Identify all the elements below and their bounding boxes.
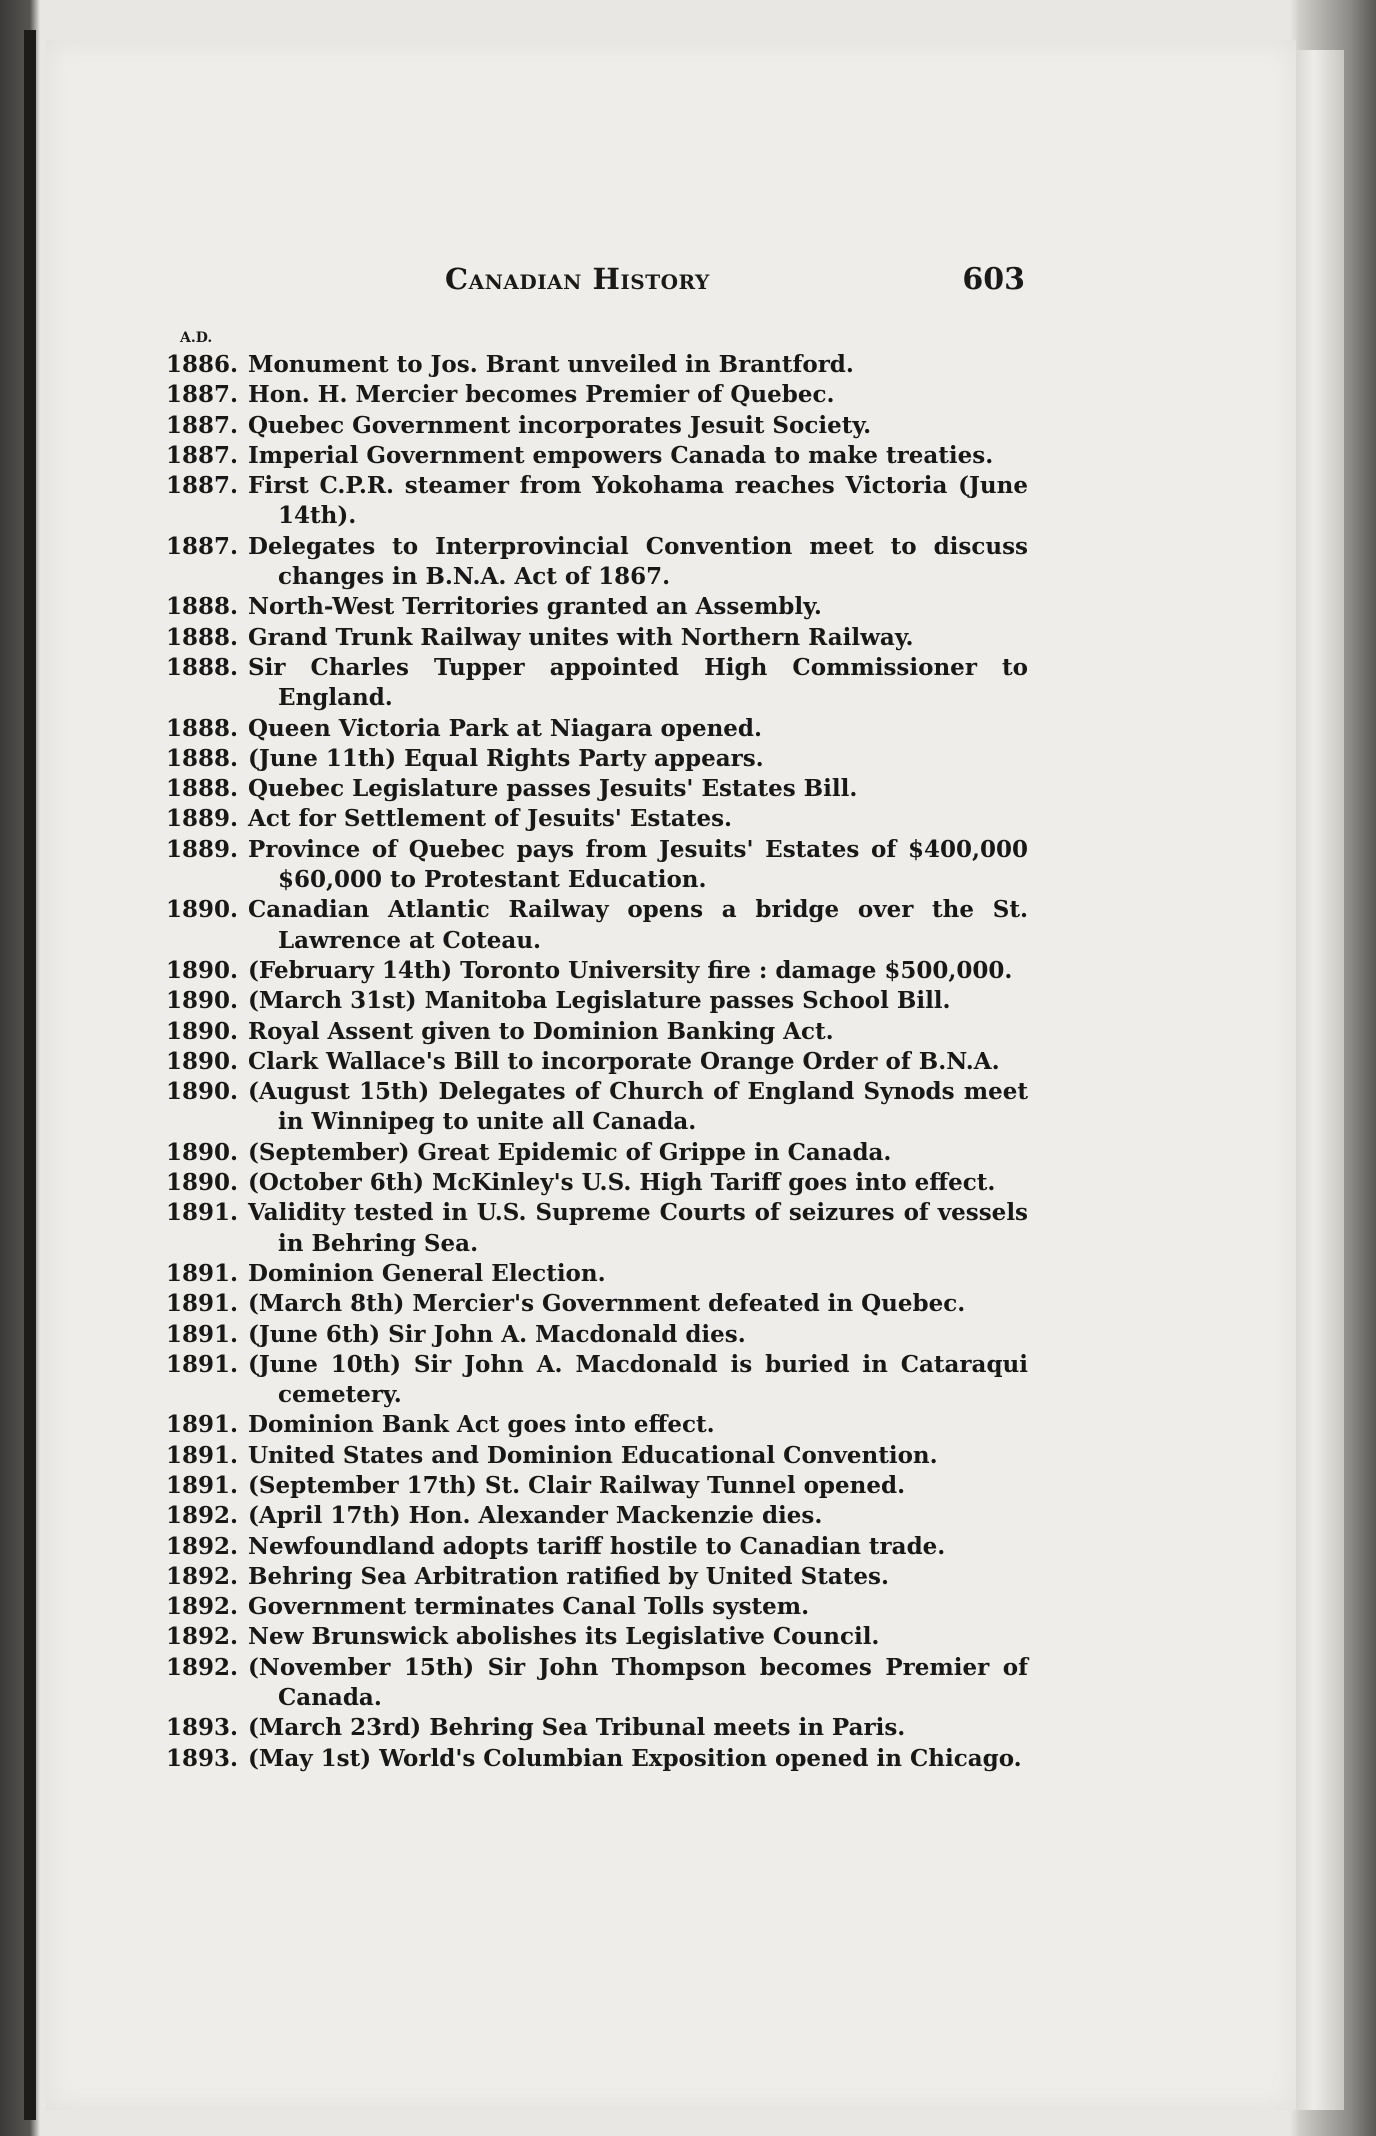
entry-year: 1888. — [166, 744, 239, 772]
entry-text: Imperial Government empowers Canada to make treaties. — [248, 441, 994, 469]
chronology-entry — [166, 592, 1028, 622]
entry-year: 1887. — [166, 441, 239, 469]
chronology-entry — [166, 1259, 1028, 1289]
entry-year: 1888. — [166, 714, 239, 742]
chronology-entry — [166, 471, 1028, 532]
chronology-entry — [166, 623, 1028, 653]
entry-year: 1891. — [166, 1471, 239, 1499]
entry-year: 1890. — [166, 1138, 239, 1166]
entry-text: (February 14th) Toronto University fire : damage $500,000. — [248, 956, 1013, 984]
entry-year: 1891. — [166, 1411, 239, 1439]
entry-year: 1890. — [166, 956, 239, 984]
chronology-entry — [166, 744, 1028, 774]
entry-text: United States and Dominion Educational Convention. — [248, 1441, 938, 1469]
entry-text: Behring Sea Arbitration ratified by United States. — [248, 1562, 889, 1590]
entry-year: 1887. — [166, 532, 239, 560]
entry-year: 1890. — [166, 896, 239, 924]
entry-year: 1889. — [166, 805, 239, 833]
era-label: A.D. — [180, 330, 213, 346]
chronology-entry — [166, 1622, 1028, 1652]
entry-year: 1893. — [166, 1714, 239, 1742]
entry-year: 1886. — [166, 351, 239, 378]
chronology-entry — [166, 714, 1028, 744]
entry-year: 1890. — [166, 1017, 239, 1045]
chronology-entry — [166, 380, 1028, 410]
entry-text: (June 6th) Sir John A. Macdonald dies. — [248, 1320, 746, 1348]
entry-year: 1887. — [166, 472, 239, 500]
chronology-entry — [166, 1017, 1028, 1047]
entry-text: Hon. H. Mercier becomes Premier of Quebec. — [248, 381, 835, 409]
entry-year: 1887. — [166, 411, 239, 439]
chronology-entry — [166, 532, 1028, 593]
entry-text: Canadian Atlantic Railway opens a bridge over the St. Lawrence at Coteau. — [248, 896, 1028, 954]
page-header — [445, 262, 1025, 302]
entry-year: 1891. — [166, 1350, 239, 1378]
chronology-entry — [166, 1077, 1028, 1138]
entry-text: (May 1st) World's Columbian Exposition opened in Chicago. — [248, 1744, 1022, 1772]
entry-text: Grand Trunk Railway unites with Northern Railway. — [248, 623, 914, 651]
chronology-entry — [166, 441, 1028, 471]
chronology-entry — [166, 774, 1028, 804]
entry-text: Sir Charles Tupper appointed High Commissioner to England. — [248, 653, 1028, 712]
entry-text: Dominion General Election. — [248, 1259, 606, 1287]
chronology-entry — [166, 1592, 1028, 1622]
chronology-entry — [166, 804, 1028, 834]
entry-year: 1893. — [166, 1744, 239, 1772]
entry-text: Queen Victoria Park at Niagara opened. — [248, 714, 763, 742]
entry-year: 1888. — [166, 593, 239, 621]
entry-text: (September) Great Epidemic of Grippe in Canada. — [248, 1138, 892, 1166]
page-number: 603 — [962, 262, 1025, 297]
entry-year: 1892. — [166, 1502, 239, 1530]
chronology-entry — [166, 653, 1028, 714]
entry-year: 1891. — [166, 1290, 239, 1318]
chronology-entry — [166, 1168, 1028, 1198]
entry-text: First C.P.R. steamer from Yokohama reaches Victoria (June 14th). — [248, 472, 1028, 530]
chronology-entry — [166, 1744, 1028, 1774]
entry-text: Government terminates Canal Tolls system. — [248, 1593, 810, 1621]
chronology-entry — [166, 1289, 1028, 1319]
entry-year: 1887. — [166, 381, 239, 409]
chronology-entry — [166, 1198, 1028, 1259]
entry-year: 1888. — [166, 653, 239, 681]
entry-text: (March 8th) Mercier's Government defeated in Quebec. — [248, 1290, 966, 1318]
chronology-entry — [166, 1471, 1028, 1501]
entry-year: 1892. — [166, 1532, 239, 1560]
chronology-entry — [166, 411, 1028, 441]
entry-year: 1888. — [166, 623, 239, 651]
chronology-entry — [166, 1441, 1028, 1471]
entry-year: 1890. — [166, 1169, 239, 1197]
entry-text: (August 15th) Delegates of Church of England Synods meet in Winnipeg to unite all Canada. — [248, 1078, 1028, 1136]
book-spine — [24, 30, 36, 2120]
entry-text: Monument to Jos. Brant unveiled in Brantford. — [248, 351, 854, 378]
entry-text: (March 31st) Manitoba Legislature passes School Bill. — [248, 987, 951, 1015]
entry-year: 1892. — [166, 1593, 239, 1621]
entry-text: Delegates to Interprovincial Convention meet to discuss changes in B.N.A. Act of 1867. — [248, 532, 1028, 591]
entry-text: (November 15th) Sir John Thompson becomes Premier of Canada. — [248, 1653, 1028, 1712]
chronology-entry — [166, 835, 1028, 896]
chronology-entry — [166, 986, 1028, 1016]
entry-year: 1892. — [166, 1653, 239, 1681]
entry-year: 1888. — [166, 775, 239, 803]
chronology-entry — [166, 1320, 1028, 1350]
entry-year: 1890. — [166, 1078, 239, 1106]
entry-text: Clark Wallace's Bill to incorporate Orange Order of B.N.A. — [248, 1047, 1000, 1075]
chronology-entry — [166, 1532, 1028, 1562]
chronology-entry — [166, 895, 1028, 956]
entry-text: Quebec Government incorporates Jesuit Society. — [248, 411, 872, 439]
entry-text: (October 6th) McKinley's U.S. High Tariff goes into effect. — [248, 1169, 996, 1197]
entry-text: New Brunswick abolishes its Legislative Council. — [248, 1623, 880, 1651]
entry-text: Province of Quebec pays from Jesuits' Estates of $400,000 $60,000 to Protestant Education. — [248, 835, 1028, 894]
entry-text: Newfoundland adopts tariff hostile to Canadian trade. — [248, 1532, 946, 1560]
entry-year: 1890. — [166, 1047, 239, 1075]
entry-text: (March 23rd) Behring Sea Tribunal meets in Paris. — [248, 1714, 906, 1742]
entry-year: 1891. — [166, 1199, 239, 1227]
entry-year: 1891. — [166, 1320, 239, 1348]
chronology-entry — [166, 1501, 1028, 1531]
entry-text: (June 10th) Sir John A. Macdonald is buried in Cataraqui cemetery. — [248, 1350, 1028, 1409]
entry-text: (September 17th) St. Clair Railway Tunnel opened. — [248, 1471, 906, 1499]
entry-text: Quebec Legislature passes Jesuits' Estates Bill. — [248, 775, 858, 803]
chronology-entry — [166, 956, 1028, 986]
entry-year: 1891. — [166, 1441, 239, 1469]
chronology-entry — [166, 1713, 1028, 1743]
entry-year: 1889. — [166, 835, 239, 863]
entry-text: North-West Territories granted an Assembly. — [248, 593, 822, 621]
entry-text: Royal Assent given to Dominion Banking Act. — [248, 1017, 834, 1045]
chronology-entry — [166, 1410, 1028, 1440]
entry-text: (April 17th) Hon. Alexander Mackenzie dies. — [248, 1502, 823, 1530]
chronology-entry — [166, 1350, 1028, 1411]
entry-text: Act for Settlement of Jesuits' Estates. — [248, 805, 733, 833]
chronology-entry — [166, 1562, 1028, 1592]
page-edges — [1292, 50, 1344, 2110]
entry-year: 1890. — [166, 987, 239, 1015]
entry-year: 1892. — [166, 1623, 239, 1651]
running-title: Canadian History — [445, 262, 710, 296]
entry-text: (June 11th) Equal Rights Party appears. — [248, 744, 764, 772]
chronology-list — [166, 350, 1028, 1774]
entry-year: 1891. — [166, 1259, 239, 1287]
entry-year: 1892. — [166, 1562, 239, 1590]
chronology-entry — [166, 1138, 1028, 1168]
entry-text: Validity tested in U.S. Supreme Courts of seizures of vessels in Behring Sea. — [248, 1199, 1028, 1257]
entry-text: Dominion Bank Act goes into effect. — [248, 1411, 715, 1439]
chronology-entry — [166, 1047, 1028, 1077]
chronology-entry — [166, 1653, 1028, 1714]
chronology-entry — [166, 350, 1028, 380]
